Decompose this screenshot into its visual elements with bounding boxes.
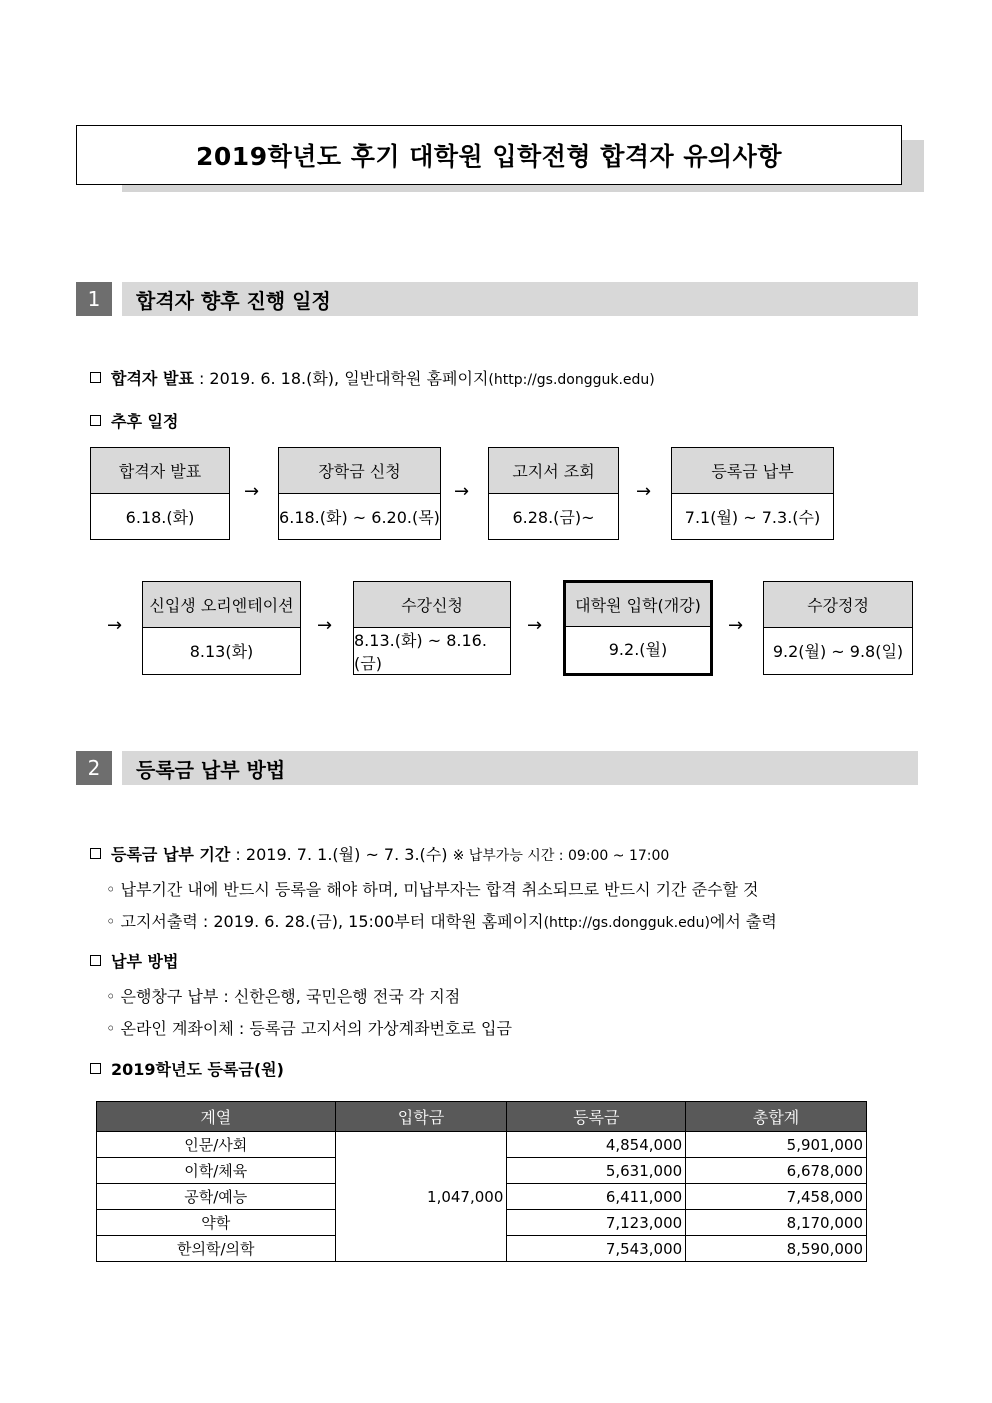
flow-step-correction: [763, 581, 913, 675]
checkbox-square-icon: [90, 1063, 101, 1074]
right-arrow-icon: →: [244, 481, 260, 502]
bullet-bill-print: [106, 909, 777, 932]
right-arrow-icon: →: [107, 615, 123, 636]
column-header: 등록금: [507, 1102, 686, 1132]
checkbox-square-icon: [90, 415, 101, 426]
tuition-cell: 4,854,000: [507, 1132, 686, 1158]
flow-step-title: 수강정정: [764, 582, 912, 628]
method-line: [90, 949, 178, 972]
flow-step-announce: [90, 447, 230, 540]
schedule-line: [90, 409, 178, 432]
page-title: 2019학년도 후기 대학원 입학전형 합격자 유의사항: [196, 142, 782, 171]
right-arrow-icon: →: [728, 615, 744, 636]
right-arrow-icon: →: [317, 615, 333, 636]
table-row: [97, 1132, 867, 1158]
schedule-label: 추후 일정: [111, 412, 179, 431]
right-arrow-icon: →: [527, 615, 543, 636]
column-header: 입학금: [335, 1102, 507, 1132]
flow-step-title: 등록금 납부: [672, 448, 833, 494]
section1-heading: 합격자 향후 진행 일정: [122, 282, 918, 316]
flow-step-date: 9.2(월) ~ 9.8(일): [772, 642, 904, 661]
entrance-fee-cell: 1,047,000: [335, 1132, 507, 1262]
field-cell: 인문/사회: [97, 1132, 336, 1158]
bullet-transfer: ◦ 온라인 계좌이체 : 등록금 고지서의 가상계좌번호로 입금: [106, 1019, 512, 1038]
bullet-bank: ◦ 은행창구 납부 : 신한은행, 국민은행 전국 각 지점: [106, 987, 461, 1006]
field-cell: 이학/체육: [97, 1158, 336, 1184]
tuition-cell: 6,411,000: [507, 1184, 686, 1210]
checkbox-square-icon: [90, 955, 101, 966]
flow-step-date: 8.13.(화) ~ 8.16.(금): [354, 630, 487, 673]
bill-print-url: (http://gs.dongguk.edu): [543, 915, 710, 931]
period-label: 등록금 납부 기간: [111, 845, 231, 864]
announce-text: : 2019. 6. 18.(화), 일반대학원 홈페이지: [193, 369, 489, 388]
total-cell: 6,678,000: [686, 1158, 867, 1184]
flow-step-date: 6.18.(화): [125, 508, 195, 527]
bill-print-suffix: 에서 출력: [709, 912, 777, 931]
flow-step-date: 6.28.(금)~: [512, 508, 595, 527]
section2-heading: 등록금 납부 방법: [122, 751, 918, 785]
tuition-cell: 7,543,000: [507, 1236, 686, 1262]
fee-line: [90, 1057, 284, 1080]
title-box: [76, 125, 902, 185]
period-note: ※ 납부가능 시간 : 09:00 ~ 17:00: [452, 848, 670, 864]
section2-number: 2: [76, 751, 112, 785]
announce-url: (http://gs.dongguk.edu): [488, 372, 655, 388]
field-cell: 약학: [97, 1210, 336, 1236]
period-line: [90, 842, 669, 865]
announce-label: 합격자 발표: [111, 369, 194, 388]
column-header: 계열: [97, 1102, 336, 1132]
field-cell: 공학/예능: [97, 1184, 336, 1210]
flow-step-date: 9.2.(월): [608, 640, 668, 659]
flow-step-date: 8.13(화): [189, 642, 254, 661]
tuition-cell: 5,631,000: [507, 1158, 686, 1184]
checkbox-square-icon: [90, 848, 101, 859]
period-text: : 2019. 7. 1.(월) ~ 7. 3.(수): [230, 845, 453, 864]
total-cell: 7,458,000: [686, 1184, 867, 1210]
fee-label: 2019학년도 등록금(원): [111, 1060, 284, 1079]
flow-step-date: 7.1(월) ~ 7.3.(수): [684, 508, 821, 527]
flow-step-admission: [563, 580, 713, 676]
flow-step-scholarship: [278, 447, 441, 540]
flow-step-title: 수강신청: [354, 582, 510, 628]
checkbox-square-icon: [90, 372, 101, 383]
section1-number: 1: [76, 282, 112, 316]
total-cell: 8,590,000: [686, 1236, 867, 1262]
flow-step-title: 장학금 신청: [279, 448, 440, 494]
tuition-cell: 7,123,000: [507, 1210, 686, 1236]
right-arrow-icon: →: [454, 481, 470, 502]
flow-step-bill: [488, 447, 619, 540]
flow-step-payment: [671, 447, 834, 540]
announce-line: [90, 366, 655, 389]
fee-table: [96, 1101, 867, 1262]
table-header-row: [97, 1102, 867, 1132]
flow-step-title: 대학원 입학(개강): [566, 583, 710, 627]
flow-step-orientation: [142, 581, 301, 675]
flow-step-registration: [353, 581, 511, 675]
flow-step-title: 합격자 발표: [91, 448, 229, 494]
total-cell: 5,901,000: [686, 1132, 867, 1158]
bill-print-text: ◦ 고지서출력 : 2019. 6. 28.(금), 15:00부터 대학원 홈페이지: [106, 912, 544, 931]
right-arrow-icon: →: [636, 481, 652, 502]
bullet-deadline: ◦ 납부기간 내에 반드시 등록을 해야 하며, 미납부자는 합격 취소되므로 반드시 기간 준수할 것: [106, 880, 759, 899]
column-header: 총합계: [686, 1102, 867, 1132]
flow-step-date: 6.18.(화) ~ 6.20.(목): [279, 508, 440, 527]
total-cell: 8,170,000: [686, 1210, 867, 1236]
field-cell: 한의학/의학: [97, 1236, 336, 1262]
flow-step-title: 고지서 조회: [489, 448, 618, 494]
method-label: 납부 방법: [111, 952, 179, 971]
flow-step-title: 신입생 오리엔테이션: [143, 582, 300, 628]
